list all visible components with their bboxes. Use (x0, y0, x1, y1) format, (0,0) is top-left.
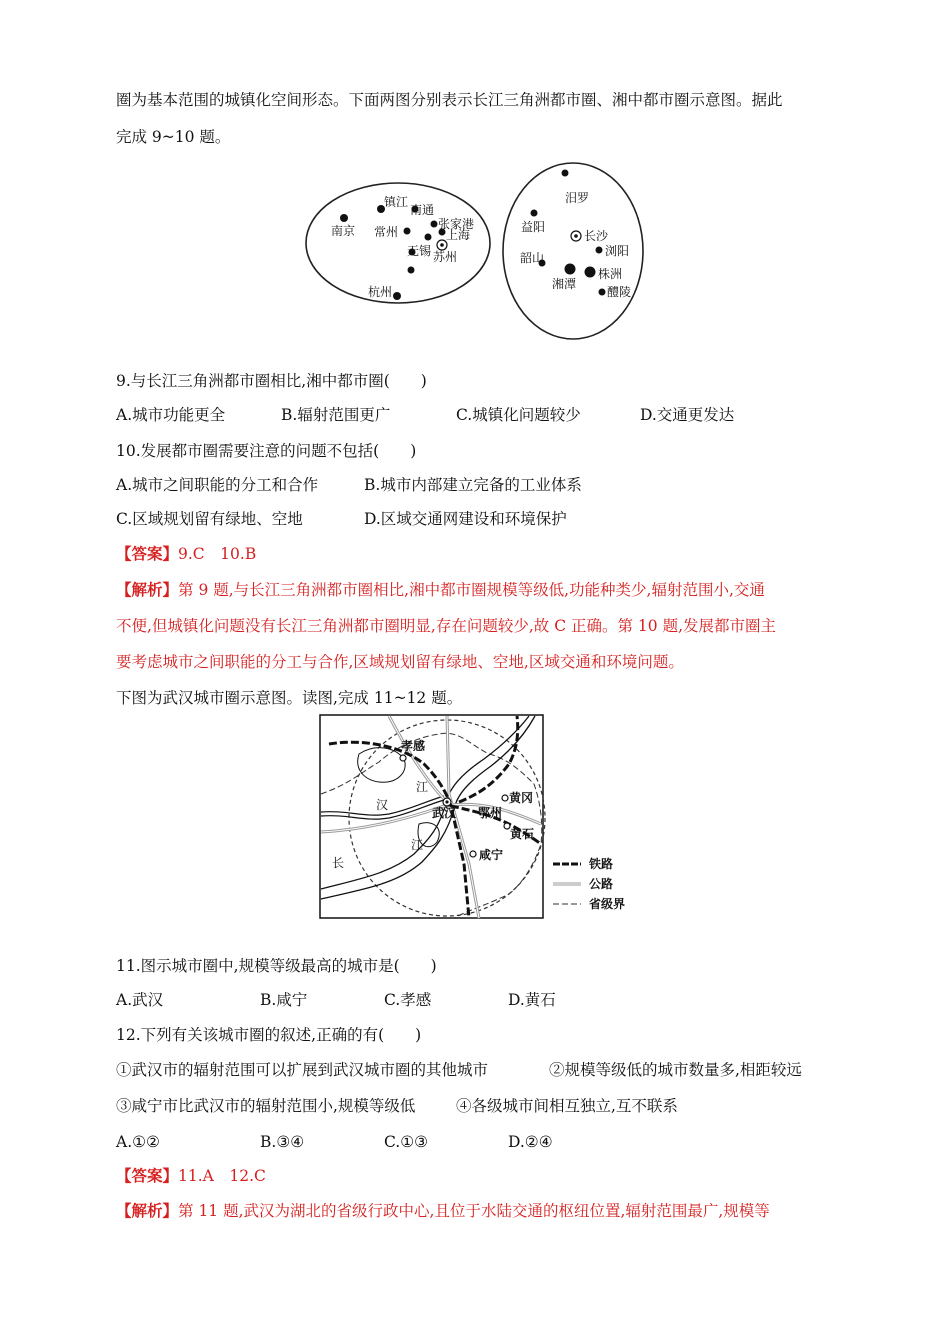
label-huanggang: 黄冈 (509, 791, 534, 805)
q9-option-d: D.交通更发达 (640, 406, 735, 424)
label-river-han: 汉 (376, 798, 389, 812)
label-liling: 醴陵 (607, 285, 632, 299)
answer-tag: 【答案】 (116, 544, 179, 563)
q10-option-b: B.城市内部建立完备的工业体系 (364, 476, 582, 494)
answer-text: 9.C 10.B (178, 545, 257, 563)
q11-stem: 11.图示城市圈中,规模等级最高的城市是( ) (116, 957, 437, 975)
label-zhangjiagang: 张家港 (438, 217, 475, 231)
label-nantong: 南通 (410, 203, 435, 217)
answer-text-2: 11.A 12.C (178, 1167, 266, 1185)
q12-statement-4: ④各级城市间相互独立,互不联系 (456, 1097, 678, 1115)
label-river-jiang-1: 江 (416, 780, 429, 794)
legend-highway: 公路 (589, 877, 614, 891)
q9-option-b: B.辐射范围更广 (281, 406, 391, 424)
explanation-9-10-line-2: 不便,但城镇化问题没有长江三角洲都市圈明显,存在问题较少,故 C 正确。第 10 题,发展都市圈主 (116, 617, 777, 635)
q12-stem: 12.下列有关该城市圈的叙述,正确的有( ) (116, 1026, 422, 1044)
label-river-jiang-2: 江 (411, 838, 424, 852)
label-xiaogan: 孝感 (401, 739, 426, 753)
explanation-9-10-line-3: 要考虑城市之间职能的分工与合作,区域规划留有绿地、空地,区域交通和环境问题。 (116, 653, 684, 671)
legend-railway: 铁路 (589, 857, 614, 871)
label-shaoshan: 韶山 (520, 251, 545, 265)
intro-wuhan: 下图为武汉城市圈示意图。读图,完成 11~12 题。 (116, 689, 463, 707)
q9-option-c: C.城镇化问题较少 (456, 406, 581, 424)
label-wuxi: 无锡 (407, 244, 432, 258)
label-shanghai: 上海 (446, 228, 471, 242)
q9-stem: 9.与长江三角洲都市圈相比,湘中都市圈( ) (116, 372, 427, 390)
q12-option-d: D.②④ (508, 1133, 553, 1151)
q10-stem: 10.发展都市圈需要注意的问题不包括( ) (116, 442, 417, 460)
wuhan-circle-map (319, 714, 635, 920)
q12-statement-1: ①武汉市的辐射范围可以扩展到武汉城市圈的其他城市 (116, 1061, 489, 1079)
label-ezhou: 鄂州 (478, 806, 503, 820)
intro-line-2: 完成 9~10 题。 (116, 128, 231, 146)
answer-11-12 (116, 1166, 266, 1186)
label-yiyang: 益阳 (521, 220, 546, 234)
label-zhuzhou: 株洲 (598, 267, 623, 281)
explanation-tag-2: 【解析】 (116, 1201, 179, 1220)
explanation-tag: 【解析】 (116, 580, 179, 599)
q11-option-d: D.黄石 (508, 991, 556, 1009)
q12-option-b: B.③④ (260, 1133, 305, 1151)
q12-statement-3: ③咸宁市比武汉市的辐射范围小,规模等级低 (116, 1097, 416, 1115)
explanation-9-10-line-1 (116, 580, 765, 600)
metro-circle-map (300, 160, 660, 345)
q12-statement-2: ②规模等级低的城市数量多,相距较远 (549, 1061, 802, 1079)
q11-option-c: C.孝感 (384, 991, 432, 1009)
answer-tag-2: 【答案】 (116, 1166, 179, 1185)
q10-option-c: C.区域规划留有绿地、空地 (116, 510, 303, 528)
q11-option-b: B.咸宁 (260, 991, 308, 1009)
label-xiangtan: 湘潭 (552, 277, 577, 291)
answer-9-10 (116, 544, 256, 564)
label-wuhan: 武汉 (432, 806, 457, 820)
intro-line-1: 圈为基本范围的城镇化空间形态。下面两图分别表示长江三角洲都市圈、湘中都市圈示意图。据此 (116, 91, 783, 109)
q12-option-a: A.①② (116, 1133, 160, 1151)
label-xianning: 咸宁 (479, 848, 504, 862)
explanation-11-12-line-1 (116, 1201, 770, 1221)
label-hangzhou: 杭州 (368, 285, 393, 299)
label-liuyang: 浏阳 (605, 244, 630, 258)
label-river-chang: 长 (332, 856, 345, 870)
label-nanjing: 南京 (331, 224, 356, 238)
label-miluo: 汨罗 (565, 191, 590, 205)
label-zhenjiang: 镇江 (384, 195, 409, 209)
q10-option-a: A.城市之间职能的分工和合作 (116, 476, 319, 494)
q10-option-d: D.区域交通网建设和环境保护 (364, 510, 567, 528)
explanation-text-2: 第 11 题,武汉为湖北的省级行政中心,且位于水陆交通的枢纽位置,辐射范围最广,规模等 (178, 1202, 770, 1220)
q12-option-c: C.①③ (384, 1133, 429, 1151)
map-legend (553, 856, 625, 911)
q9-option-a: A.城市功能更全 (116, 406, 226, 424)
legend-province-border: 省级界 (589, 897, 626, 911)
label-suzhou: 苏州 (433, 250, 458, 264)
explanation-text: 第 9 题,与长江三角洲都市圈相比,湘中都市圈规模等级低,功能种类少,辐射范围小,交通 (178, 581, 765, 599)
label-changzhou: 常州 (374, 225, 399, 239)
label-huangshi: 黄石 (510, 827, 535, 841)
q11-option-a: A.武汉 (116, 991, 164, 1009)
label-changsha: 长沙 (584, 229, 609, 243)
